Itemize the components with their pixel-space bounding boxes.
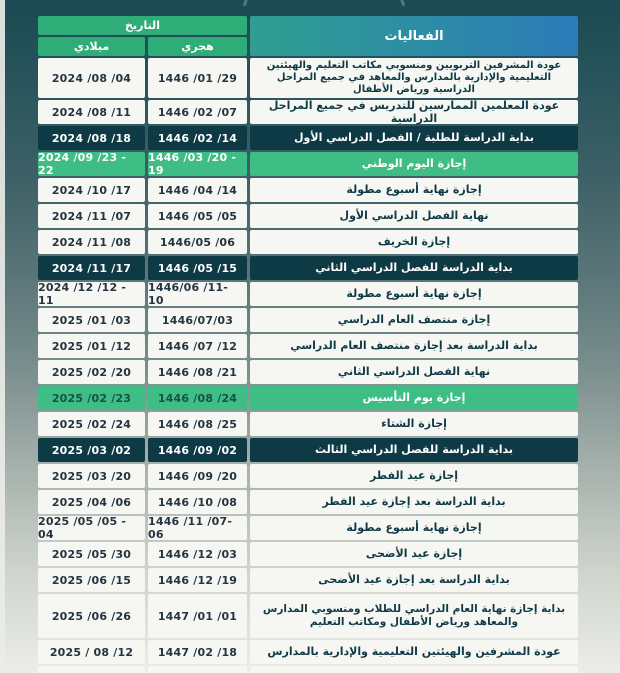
event-cell: بداية الدراسة للفصل الدراسي الثالث bbox=[250, 438, 578, 462]
cutoff-title-fragment bbox=[400, 0, 406, 6]
hijri-date-cell: 1446 /03 /20 - 19 bbox=[148, 152, 247, 176]
event-cell bbox=[250, 666, 578, 673]
gregorian-date-cell: 2024 /08 /18 bbox=[38, 126, 145, 150]
event-cell: إجازة عيد الفطر bbox=[250, 464, 578, 488]
hijri-date-cell: 1447 /02 /18 bbox=[148, 640, 247, 664]
table-row bbox=[38, 464, 578, 488]
table-row bbox=[38, 386, 578, 410]
table-row bbox=[38, 516, 578, 540]
gregorian-date-cell: 2025 /01 /03 bbox=[38, 308, 145, 332]
table-row bbox=[38, 640, 578, 664]
gregorian-date-cell: 2024 /12 /12 - 11 bbox=[38, 282, 145, 306]
table-row bbox=[38, 178, 578, 202]
gregorian-date-cell: 2024 /09 /23 - 22 bbox=[38, 152, 145, 176]
table-row bbox=[38, 360, 578, 384]
gregorian-date-cell: 2025 /02 /24 bbox=[38, 412, 145, 436]
event-cell: إجازة الخريف bbox=[250, 230, 578, 254]
hijri-date-cell: 1446 /02 /07 bbox=[148, 100, 247, 124]
gregorian-date-cell: 2025 / 08 /12 bbox=[38, 640, 145, 664]
gregorian-date-cell: 2024 /11 /07 bbox=[38, 204, 145, 228]
hijri-date-cell: 1446/06 /11- 10 bbox=[148, 282, 247, 306]
event-cell: نهاية الفصل الدراسي الثاني bbox=[250, 360, 578, 384]
partial-row bbox=[38, 666, 578, 673]
events-column-header: الفعاليات bbox=[250, 16, 578, 56]
table-row bbox=[38, 594, 578, 638]
event-cell: إجازة منتصف العام الدراسي bbox=[250, 308, 578, 332]
gregorian-date-cell: 2025 /03 /02 bbox=[38, 438, 145, 462]
table-row bbox=[38, 568, 578, 592]
academic-calendar-table bbox=[38, 16, 578, 673]
gregorian-date-cell: 2025 /04 /06 bbox=[38, 490, 145, 514]
table-row bbox=[38, 334, 578, 358]
hijri-date-cell: 1446 /10 /08 bbox=[148, 490, 247, 514]
event-cell: إجازة عيد الأضحى bbox=[250, 542, 578, 566]
event-cell: عودة المشرفين التربويين ومنسوبي مكاتب التعليم والهيئتين التعليمية والإدارية بالمدارس والمعاهد في جميع المراحل الدراسية ورياض الأطفال bbox=[250, 58, 578, 98]
event-cell: إجازة اليوم الوطني bbox=[250, 152, 578, 176]
hijri-date-cell: 1446 /02 /14 bbox=[148, 126, 247, 150]
hijri-date-cell: 1446 /05 /05 bbox=[148, 204, 247, 228]
gregorian-date-cell: 2024 /11 /08 bbox=[38, 230, 145, 254]
event-cell: بداية الدراسة بعد إجازة منتصف العام الدراسي bbox=[250, 334, 578, 358]
table-row bbox=[38, 152, 578, 176]
hijri-date-cell: 1446 /08 /24 bbox=[148, 386, 247, 410]
hijri-date-cell: 1446 /05 /15 bbox=[148, 256, 247, 280]
event-cell: عودة المشرفين والهيئتين التعليمية والإدارية بالمدارس bbox=[250, 640, 578, 664]
hijri-date-cell: 1446/07/03 bbox=[148, 308, 247, 332]
hijri-date-cell: 1446 /09 /02 bbox=[148, 438, 247, 462]
event-cell: بداية إجازة نهاية العام الدراسي للطلاب ومنسوبي المدارس والمعاهد ورياض الأطفال ومكاتب التعليم bbox=[250, 594, 578, 638]
event-cell: عودة المعلمين الممارسين للتدريس في جميع المراحل الدراسية bbox=[250, 100, 578, 124]
table-row bbox=[38, 204, 578, 228]
hijri-date-cell: 1446 /12 /19 bbox=[148, 568, 247, 592]
event-cell: نهاية الفصل الدراسي الأول bbox=[250, 204, 578, 228]
table-row bbox=[38, 58, 578, 98]
event-cell: بداية الدراسة للطلبة / الفصل الدراسي الأول bbox=[250, 126, 578, 150]
hijri-date-cell: 1446 /01 /29 bbox=[148, 58, 247, 98]
gregorian-date-cell: 2024 /11 /17 bbox=[38, 256, 145, 280]
gregorian-date-cell: 2025 /03 /20 bbox=[38, 464, 145, 488]
gregorian-date-cell: 2024 /10 /17 bbox=[38, 178, 145, 202]
hijri-column-header: هجري bbox=[148, 37, 247, 56]
hijri-date-cell: 1446 /11 /07- 06 bbox=[148, 516, 247, 540]
hijri-date-cell: 1446 /04 /14 bbox=[148, 178, 247, 202]
table-row bbox=[38, 412, 578, 436]
gregorian-date-cell: 2025 /05 /05 - 04 bbox=[38, 516, 145, 540]
gregorian-date-cell: 2025 /06 /15 bbox=[38, 568, 145, 592]
gregorian-date-cell: 2025 /02 /20 bbox=[38, 360, 145, 384]
event-cell: بداية الدراسة للفصل الدراسي الثاني bbox=[250, 256, 578, 280]
event-cell: بداية الدراسة بعد إجازة عيد الفطر bbox=[250, 490, 578, 514]
event-cell: بداية الدراسة بعد إجازة عيد الأضحى bbox=[250, 568, 578, 592]
hijri-date-cell: 1446 /08 /21 bbox=[148, 360, 247, 384]
gregorian-date-cell: 2025 /06 /26 bbox=[38, 594, 145, 638]
table-row bbox=[38, 100, 578, 124]
table-header bbox=[38, 16, 578, 56]
table-row bbox=[38, 256, 578, 280]
table-row bbox=[38, 282, 578, 306]
left-edge-strip bbox=[0, 0, 5, 673]
cutoff-title-fragment bbox=[243, 0, 248, 6]
table-body bbox=[38, 58, 578, 673]
table-row bbox=[38, 542, 578, 566]
gregorian-column-header: ميلادي bbox=[38, 37, 145, 56]
table-row bbox=[38, 230, 578, 254]
hijri-date-cell: 1446/05 /06 bbox=[148, 230, 247, 254]
table-row bbox=[38, 126, 578, 150]
table-row bbox=[38, 438, 578, 462]
gregorian-date-cell: 2025 /02 /23 bbox=[38, 386, 145, 410]
hijri-date-cell: 1446 /09 /20 bbox=[148, 464, 247, 488]
event-cell: إجازة الشتاء bbox=[250, 412, 578, 436]
table-row bbox=[38, 308, 578, 332]
hijri-date-cell bbox=[148, 666, 247, 673]
hijri-date-cell: 1446 /07 /12 bbox=[148, 334, 247, 358]
event-cell: إجازة نهاية أسبوع مطولة bbox=[250, 178, 578, 202]
gregorian-date-cell bbox=[38, 666, 145, 673]
gregorian-date-cell: 2024 /08 /04 bbox=[38, 58, 145, 98]
gregorian-date-cell: 2025 /01 /12 bbox=[38, 334, 145, 358]
event-cell: إجازة نهاية أسبوع مطولة bbox=[250, 282, 578, 306]
table-row bbox=[38, 490, 578, 514]
hijri-date-cell: 1446 /08 /25 bbox=[148, 412, 247, 436]
date-group-header: التاريخ bbox=[38, 16, 247, 35]
event-cell: إجازة يوم التأسيس bbox=[250, 386, 578, 410]
event-cell: إجازة نهاية أسبوع مطولة bbox=[250, 516, 578, 540]
gregorian-date-cell: 2025 /05 /30 bbox=[38, 542, 145, 566]
hijri-date-cell: 1447 /01 /01 bbox=[148, 594, 247, 638]
hijri-date-cell: 1446 /12 /03 bbox=[148, 542, 247, 566]
gregorian-date-cell: 2024 /08 /11 bbox=[38, 100, 145, 124]
